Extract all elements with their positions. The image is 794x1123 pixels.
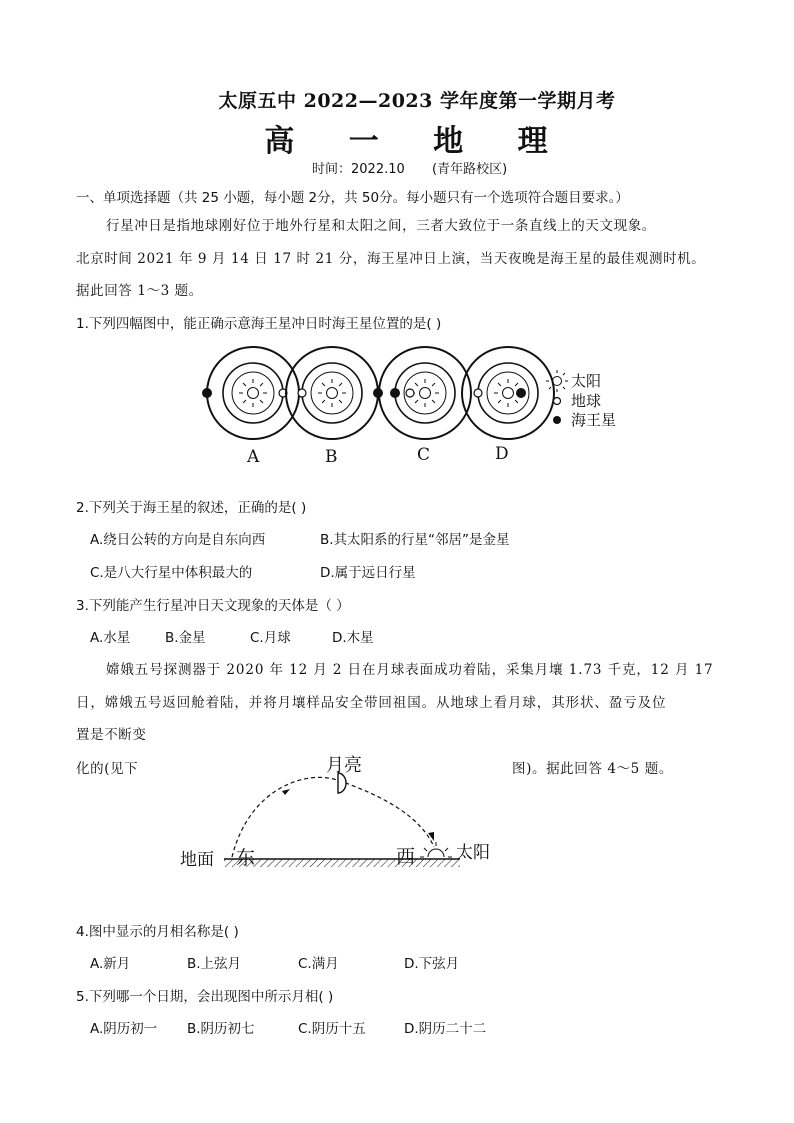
q1-orbit-figure: [195, 345, 635, 470]
q4-option-c: C.满月: [298, 956, 339, 972]
q2-stem: 2.下列关于海王星的叙述，正确的是( ): [76, 500, 307, 516]
setting-sun-icon: [420, 842, 452, 857]
ground-hatching: [224, 859, 460, 867]
earth-marker: [298, 389, 306, 397]
legend-neptune-label: 海王星: [571, 411, 617, 429]
q5-option-a: A.阴历初一: [90, 1021, 158, 1037]
q3-option-b: B.金星: [165, 630, 206, 646]
orbit-diagram-a: [202, 347, 299, 439]
neptune-marker: [553, 416, 561, 424]
west-label: 西: [396, 846, 416, 868]
diagram-label-a: A: [247, 447, 260, 467]
diagram-label-d: D: [495, 444, 509, 464]
q3-stem: 3.下列能产生行星冲日天文现象的天体是（ ）: [76, 598, 350, 614]
legend-earth-label: 地球: [571, 392, 602, 410]
passage2-line1: 嫦娥五号探测器于 2020 年 12 月 2 日在月球表面成功着陆，采集月壤 1.73 千克，12 月 17: [106, 662, 714, 678]
q4-option-a: A.新月: [90, 956, 131, 972]
orbit-diagram-c: [379, 347, 471, 439]
figure-legend: [546, 370, 616, 429]
q2-option-b: B.其太阳系的行星“邻居”是金星: [320, 532, 510, 548]
passage1-line2: 北京时间 2021 年 9 月 14 日 17 时 21 分，海王星冲日上演，当天夜晚是海王星的最佳观测时机。: [76, 251, 706, 267]
passage2-line4-left: 化的(见下: [76, 761, 139, 777]
passage1-line3: 据此回答 1～3 题。: [76, 283, 203, 299]
passage2-line3: 置是不断变: [76, 727, 147, 743]
q4-stem: 4.图中显示的月相名称是( ): [76, 924, 239, 940]
arrow-icon: [282, 789, 290, 795]
q2-option-c: C.是八大行星中体积最大的: [90, 565, 253, 581]
q5-stem: 5.下列哪一个日期，会出现图中所示月相( ): [76, 989, 334, 1005]
passage2-line2: 日，嫦娥五号返回舱着陆，并将月壤样品安全带回祖国。从地球上看月球，其形状、盈亏及位: [76, 695, 667, 711]
orbit-diagram-b: [286, 347, 383, 439]
q2-option-d: D.属于远日行星: [320, 565, 416, 581]
q3-option-d: D.木星: [332, 630, 374, 646]
earth-marker: [474, 389, 482, 397]
diagram-label-b: B: [325, 447, 338, 467]
q5-option-d: D.阴历二十二: [404, 1021, 487, 1037]
passage1-line1: 行星冲日是指地球刚好位于地外行星和太阳之间，三者大致位于一条直线上的天文现象。: [106, 218, 656, 234]
neptune-marker: [390, 388, 400, 398]
q5-option-b: B.阴历初七: [187, 1021, 255, 1037]
orbit-diagram-d: [462, 347, 554, 439]
school-title: 太原五中 2022—2023 学年度第一学期月考: [218, 90, 616, 112]
sun-icon: [239, 379, 267, 407]
subject-title: 高 一 地 理: [264, 124, 570, 159]
sun-label: 太阳: [456, 843, 490, 863]
east-label: 东: [236, 847, 256, 869]
passage2-line4-right: 图)。据此回答 4～5 题。: [512, 761, 673, 777]
section-heading: 一、单项选择题（共 25 小题，每小题 2分，共 50分。每小题只有一个选项符合题目要求。）: [76, 190, 629, 206]
neptune-marker: [202, 388, 212, 398]
q5-option-c: C.阴历十五: [298, 1021, 366, 1037]
q3-option-c: C.月球: [250, 630, 291, 646]
q3-option-a: A.水星: [90, 630, 131, 646]
neptune-marker: [516, 388, 526, 398]
legend-sun-label: 太阳: [571, 372, 602, 390]
sun-icon: [411, 379, 439, 407]
sun-icon: [318, 379, 346, 407]
q4-option-b: B.上弦月: [187, 956, 242, 972]
q1-stem: 1.下列四幅图中，能正确示意海王星冲日时海王星位置的是( ): [76, 316, 442, 332]
earth-marker: [406, 389, 414, 397]
moon-phase-figure: [170, 745, 510, 875]
exam-time: 时间：2022.10: [312, 162, 405, 177]
diagram-label-c: C: [417, 445, 431, 465]
campus-label: (青年路校区): [432, 162, 508, 177]
q4-option-d: D.下弦月: [404, 956, 460, 972]
q2-option-a: A.绕日公转的方向是自东向西: [90, 532, 266, 548]
sun-icon: [546, 370, 568, 392]
half-moon-icon: [338, 773, 346, 793]
moon-label: 月亮: [326, 755, 362, 776]
ground-label: 地面: [180, 850, 214, 870]
earth-marker: [554, 398, 561, 405]
